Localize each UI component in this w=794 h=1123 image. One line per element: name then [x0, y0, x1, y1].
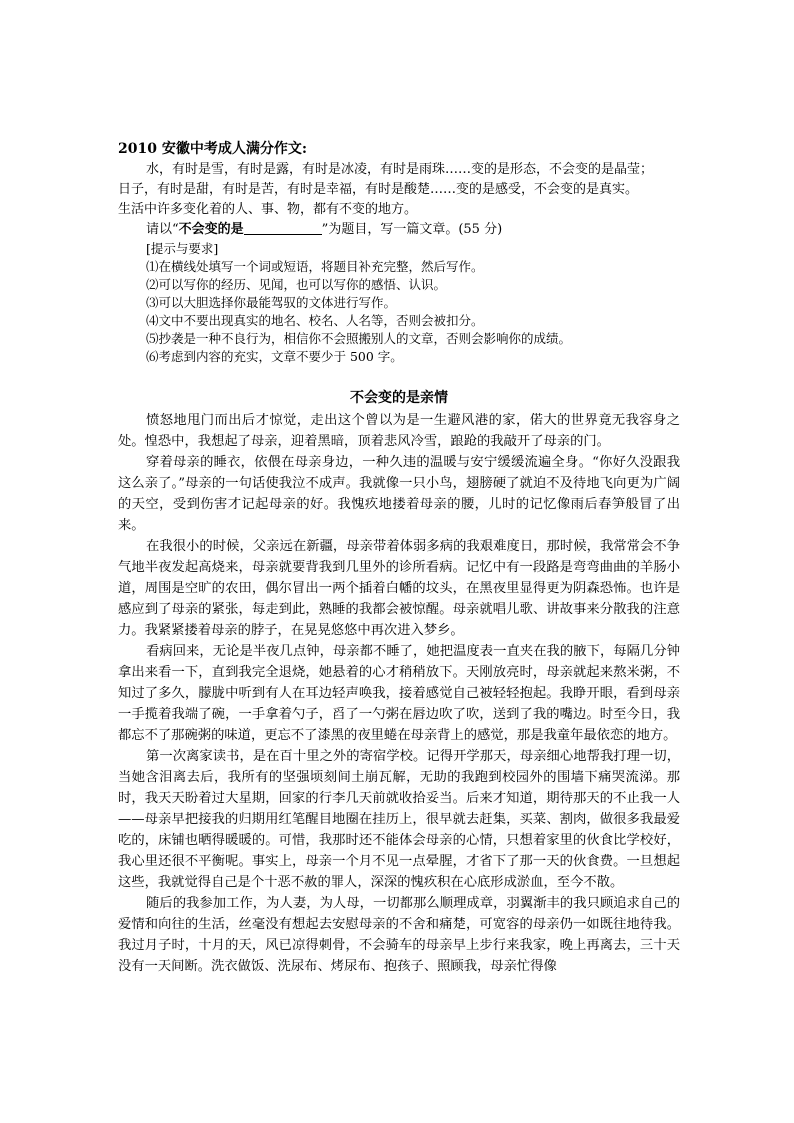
document-page: [118, 138, 680, 977]
requirement-item: ⑵可以写你的经历、见闻，也可以写你的感悟、认识。: [146, 277, 447, 292]
requirements-header: [提示与要求]: [146, 241, 219, 256]
requirement-item: ⑹考虑到内容的充实，文章不要少于 500 字。: [146, 349, 403, 364]
instruction-title-stem: 不会变的是: [178, 222, 244, 237]
requirements-list: [118, 240, 680, 366]
instruction-suffix: ”为题目，写一篇文章。(55 分): [321, 222, 503, 237]
requirement-item: ⑴在横线处填写一个词或短语，将题目补充完整，然后写作。: [146, 259, 484, 274]
essay-paragraph: 看病回来，无论是半夜几点钟，母亲都不睡了，她把温度表一直夹在我的腋下，每隔几分钟拿出来看一下，直到我完全退烧，她悬着的心才稍稍放下。天刚放亮时，母亲就起来熬米粥，不知过了多久，朦胧中听到有人在耳边轻声唤我，接着感觉自己被轻轻抱起。我睁开眼，看到母亲一手揽着我端了碗，一手拿着勺子，舀了一勺粥在唇边吹了吹，送到了我的嘴边。时至今日，我都忘不了那碗粥的味道，更忘不了漆黑的夜里蜷在母亲背上的感觉，那是我童年最依恋的地方。: [118, 644, 680, 743]
instruction-prefix: 请以“: [146, 222, 179, 237]
prompt-instruction: [118, 220, 680, 240]
requirement-item: ⑶可以大胆选择你最能驾驭的文体进行写作。: [146, 295, 397, 310]
requirement-item: ⑷文中不要出现真实的地名、校名、人名等，否则会被扣分。: [146, 313, 484, 328]
essay-paragraph: 随后的我参加工作，为人妻，为人母，一切都那么顺理成章，羽翼渐丰的我只顾追求自己的爱情和向往的生活，丝毫没有想起去安慰母亲的不舍和痛楚，可宽容的母亲仍一如既往地待我。我过月子时，十月的天，风已凉得刺骨，不会骑车的母亲早上步行来我家，晚上再离去，三十天没有一天间断。洗衣做饭、洗尿布、烤尿布、抱孩子、照顾我，母亲忙得像: [118, 896, 680, 974]
essay-prompt: [118, 160, 680, 240]
essay-paragraph: 在我很小的时候，父亲远在新疆，母亲带着体弱多病的我艰难度日，那时候，我常常会不争气地半夜发起高烧来，母亲就要背我到几里外的诊所看病。记忆中有一段路是弯弯曲曲的羊肠小道，周围是空旷的农田，偶尔冒出一两个插着白幡的坟头，在黑夜里显得更为阴森恐怖。也许是感应到了母亲的紧张，每走到此，熟睡的我都会被惊醒。母亲就唱儿歌、讲故事来分散我的注意力。我紧紧搂着母亲的脖子，在晃晃悠悠中再次进入梦乡。: [118, 539, 680, 638]
prompt-line-1: 水，有时是雪，有时是露，有时是冰凌，有时是雨珠……变的是形态，不会变的是晶莹；: [146, 162, 654, 177]
prompt-line-3: 生活中许多变化着的人、事、物，都有不变的地方。: [118, 202, 418, 217]
prompt-line-2: 日子，有时是甜，有时是苦，有时是幸福，有时是酸楚……变的是感受，不会变的是真实。: [118, 182, 639, 197]
essay-title: 不会变的是亲情: [350, 390, 448, 406]
title-blank-line: [244, 220, 322, 235]
document-heading: 2010 安徽中考成人满分作文:: [118, 141, 308, 157]
essay-paragraph: 第一次离家读书，是在百十里之外的寄宿学校。记得开学那天，母亲细心地帮我打理一切，当她含泪离去后，我所有的坚强顷刻间土崩瓦解，无助的我跑到校园外的围墙下痛哭流涕。那时，我天天盼着过大星期，回家的行李几天前就收拾妥当。后来才知道，期待那天的不止我一人——母亲早把接我的归期用红笔醒目地圈在挂历上，很早就去赶集，买菜、割肉，做很多我最爱吃的，床铺也晒得暖暖的。可惜，我那时还不能体会母亲的心情，只想着家里的伙食比学校好，我心里还很不平衡呢。事实上，母亲一个月不见一点晕腥，才省下了那一天的伙食费。一旦想起这些，我就觉得自己是个十恶不赦的罪人，深深的愧疚积在心底形成淤血，至今不散。: [118, 749, 680, 890]
essay-body: [118, 410, 680, 977]
essay-paragraph: 愤怒地甩门而出后才惊觉，走出这个曾以为是一生避风港的家，偌大的世界竟无我容身之处。惶恐中，我想起了母亲，迎着黑暗，顶着悲风冷雪，踉跄的我敲开了母亲的门。: [118, 413, 680, 449]
requirement-item: ⑸抄袭是一种不良行为，相信你不会照搬别人的文章，否则会影响你的成绩。: [146, 331, 572, 346]
essay-paragraph: 穿着母亲的睡衣，依偎在母亲身边，一种久违的温暖与安宁缓缓流遍全身。“你好久没跟我这么亲了。”母亲的一句话使我泣不成声。我就像一只小鸟，翅膀硬了就迫不及待地飞向更为广阔的天空，受到伤害才记起母亲的好。我愧疚地搂着母亲的腰，儿时的记忆像雨后春笋般冒了出来。: [118, 455, 680, 533]
